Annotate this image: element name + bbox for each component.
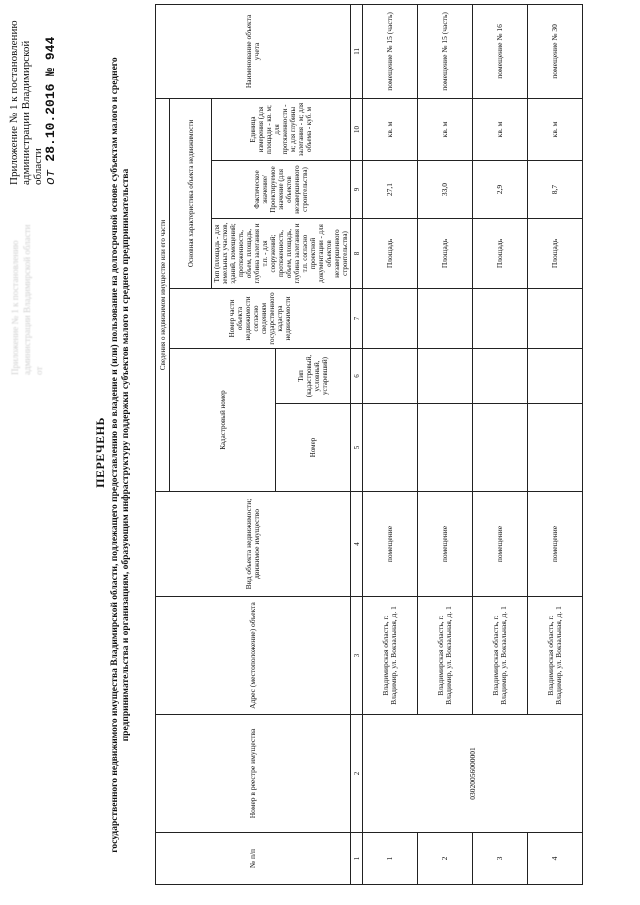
row-char-type: Площадь <box>363 219 418 289</box>
document-date: 28.10.2016 <box>43 83 58 162</box>
row-cad-type <box>363 349 418 404</box>
row-kind: помещение <box>363 492 418 597</box>
row-number: 3 <box>473 833 528 885</box>
registry-number: 03020056000001 <box>363 715 583 833</box>
row-cad-number <box>528 404 583 492</box>
document-title: ПЕРЕЧЕНЬ <box>93 417 107 488</box>
row-object-name: помещение № 30 <box>528 4 583 98</box>
header-cadastral: Кадастровый номер <box>170 349 276 492</box>
row-value: 2,9 <box>473 161 528 219</box>
row-cad-number <box>473 404 528 492</box>
column-number-row <box>351 4 363 884</box>
faded-stamp-text <box>10 205 46 375</box>
header-row-number: № п/п <box>156 833 351 885</box>
header-object-kind: Вид объекта недвижимости; движимое имущество <box>156 492 351 597</box>
faded-stamp-line: Приложение № 1 к постановлению <box>10 240 20 375</box>
row-address: Владимирская область, г. Владимир, ул. Вокзальная, д. 1 <box>418 597 473 715</box>
column-number: 7 <box>351 289 363 349</box>
row-object-name: помещение № 16 <box>473 4 528 98</box>
column-number: 6 <box>351 349 363 404</box>
date-prefix: от <box>43 169 58 185</box>
header-char-unit: Единица измерения (для площади - кв. м; для протяженности - м; для глубины залегания - м; для объема - куб. м <box>212 98 351 160</box>
number-prefix: № <box>43 67 58 76</box>
row-char-type: Площадь <box>473 219 528 289</box>
appendix-header <box>8 5 57 185</box>
row-cad-type <box>418 349 473 404</box>
column-number: 11 <box>351 4 363 98</box>
row-value: 8,7 <box>528 161 583 219</box>
header-property-info: Сведения о недвижимом имуществе или его части <box>156 98 170 491</box>
row-char-type: Площадь <box>418 219 473 289</box>
header-object-name: Наименование объекта учета <box>156 4 351 98</box>
row-unit: кв. м <box>363 98 418 160</box>
header-address: Адрес (местоположение) объекта <box>156 597 351 715</box>
row-part-number <box>473 289 528 349</box>
row-char-type: Площадь <box>528 219 583 289</box>
column-number: 2 <box>351 715 363 833</box>
row-address: Владимирская область, г. Владимир, ул. Вокзальная, д. 1 <box>528 597 583 715</box>
row-number: 1 <box>363 833 418 885</box>
row-number: 2 <box>418 833 473 885</box>
row-kind: помещение <box>418 492 473 597</box>
row-kind: помещение <box>528 492 583 597</box>
column-number: 4 <box>351 492 363 597</box>
appendix-line-2: администрации Владимирской области <box>20 40 44 185</box>
row-value: 33,0 <box>418 161 473 219</box>
row-unit: кв. м <box>418 98 473 160</box>
faded-stamp-line: от <box>34 366 44 375</box>
row-part-number <box>363 289 418 349</box>
header-main-characteristic: Основная характеристика объекта недвижимости <box>170 98 212 288</box>
header-part-number: Номер части объекта недвижимости согласно сведениям государственного кадастра недвижимости <box>170 289 351 349</box>
header-registry-number: Номер в реестре имущества <box>156 715 351 833</box>
row-kind: помещение <box>473 492 528 597</box>
row-object-name: помещение № 15 (часть) <box>363 4 418 98</box>
row-address: Владимирская область, г. Владимир, ул. Вокзальная, д. 1 <box>363 597 418 715</box>
table-row <box>363 4 418 884</box>
appendix-date-line <box>45 5 57 185</box>
row-number: 4 <box>528 833 583 885</box>
header-cad-type: Тип (кадастровый, условный, устаревший) <box>276 349 351 404</box>
column-number: 9 <box>351 161 363 219</box>
column-number: 3 <box>351 597 363 715</box>
row-unit: кв. м <box>473 98 528 160</box>
row-part-number <box>528 289 583 349</box>
column-number: 10 <box>351 98 363 160</box>
row-cad-type <box>528 349 583 404</box>
column-number: 8 <box>351 219 363 289</box>
row-value: 27,1 <box>363 161 418 219</box>
document-subtitle: государственного недвижимого имущества Владимирской области, подлежащего предоставлению во владение и (или) пользование на долгосрочной основе субъектам малого и среднего предпринимательства и организациям, образующим инфраструктуру поддержки субъектов малого и среднего предпринимательства <box>110 57 131 853</box>
row-cad-number <box>363 404 418 492</box>
registry-table <box>155 4 583 885</box>
faded-stamp-line: администрации Владимирской области <box>22 224 32 375</box>
row-cad-type <box>473 349 528 404</box>
header-cad-number: Номер <box>276 404 351 492</box>
header-char-type: Тип (площадь - для земельных участков, зданий, помещений; протяженность, объем, площадь, глубина залегания и т.п. - для сооружений; протяженность, объем, площадь, глубина залегания и т.п. согласно проектной документации - для объектов незавершенного строительства) <box>212 219 351 289</box>
row-unit: кв. м <box>528 98 583 160</box>
header-char-value: Фактическое значение/ Проектируемое значение (для объектов незавершенного строительства) <box>212 161 351 219</box>
row-part-number <box>418 289 473 349</box>
row-object-name: помещение № 15 (часть) <box>418 4 473 98</box>
row-address: Владимирская область, г. Владимир, ул. Вокзальная, д. 1 <box>473 597 528 715</box>
column-number: 5 <box>351 404 363 492</box>
appendix-line-1: Приложение № 1 к постановлению <box>8 20 20 185</box>
column-number: 1 <box>351 833 363 885</box>
row-cad-number <box>418 404 473 492</box>
document-number: 944 <box>43 36 58 61</box>
